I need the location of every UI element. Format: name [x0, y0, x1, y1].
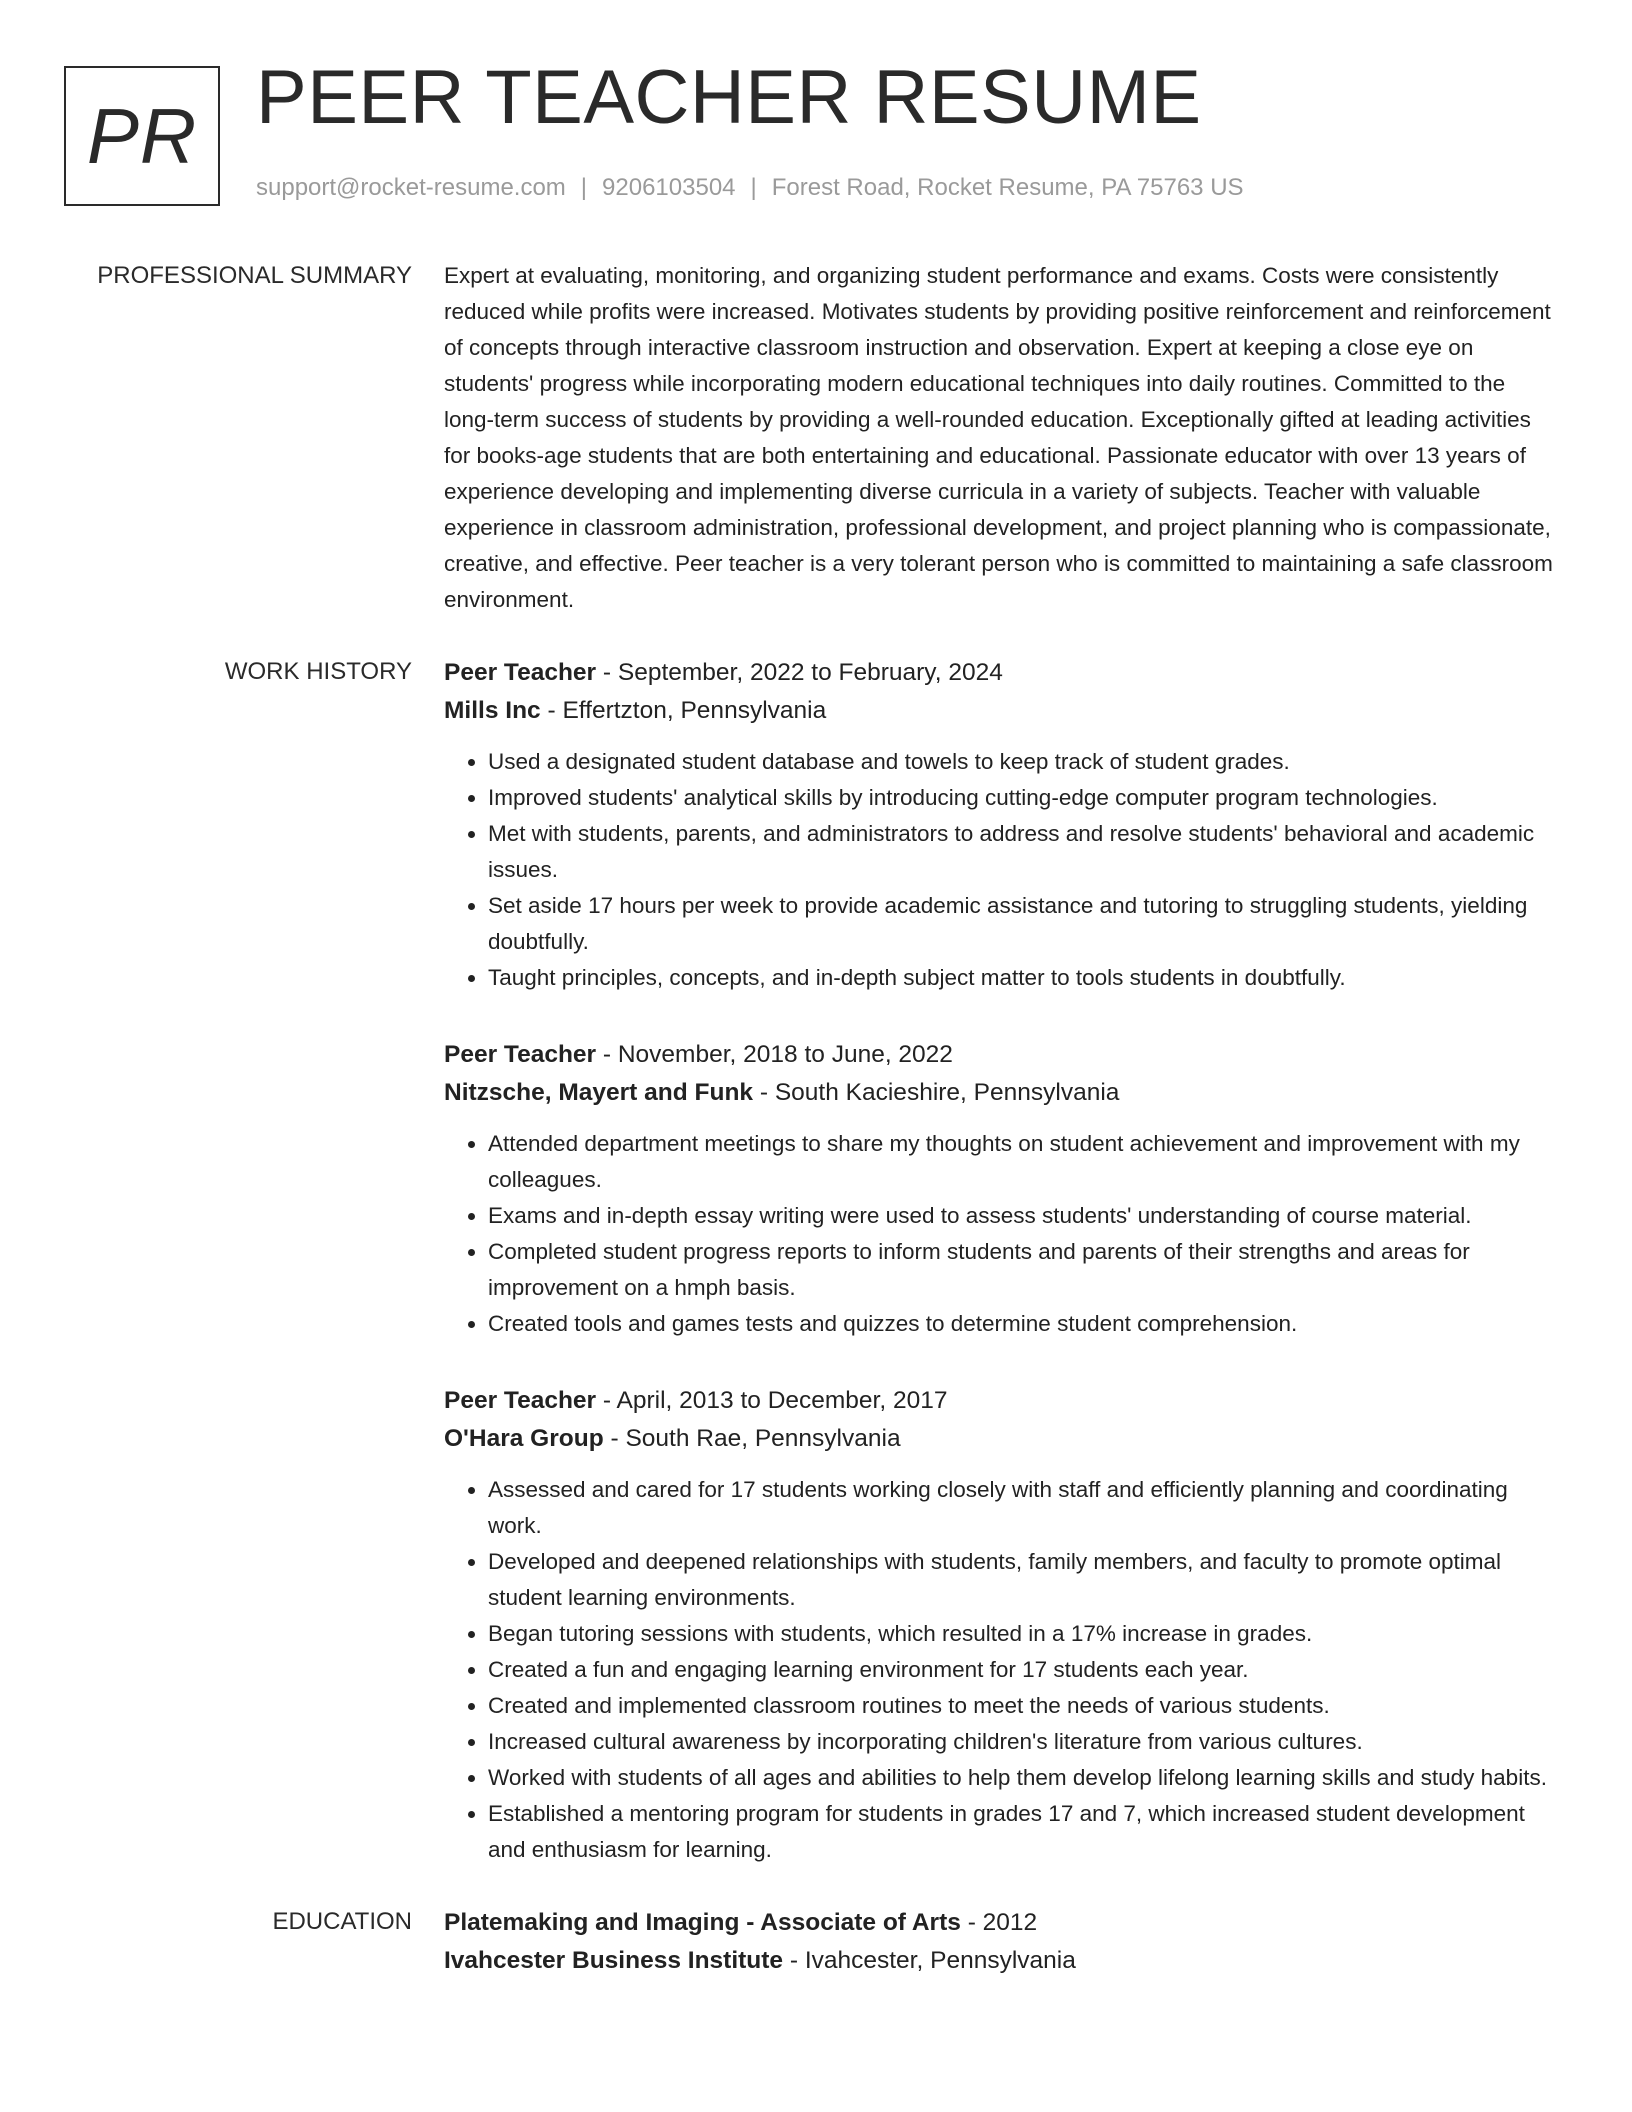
job-bullet: • Worked with students of all ages and abilities to help them develop lifelong learning skills and study habits.	[488, 1760, 1554, 1796]
section-label-education: EDUCATION	[272, 1908, 412, 1935]
job-bullet: • Developed and deepened relationships with students, family members, and faculty to promote optimal student learning environments.	[488, 1544, 1554, 1616]
job-bullet: • Improved students' analytical skills by introducing cutting-edge computer program technologies.	[488, 780, 1554, 816]
job-bullet: • Used a designated student database and towels to keep track of student grades.	[488, 744, 1554, 780]
job-entry	[444, 654, 1554, 996]
job-bullet: • Created a fun and engaging learning environment for 17 students each year.	[488, 1652, 1554, 1688]
summary-body	[444, 258, 1554, 618]
resume-content	[0, 258, 1632, 2016]
job-entry	[444, 1382, 1554, 1868]
job-bullet: • Increased cultural awareness by incorporating children's literature from various cultures.	[488, 1724, 1554, 1760]
monogram-logo	[64, 66, 220, 206]
job-title-line	[444, 654, 1554, 692]
job-bullets	[444, 744, 1554, 996]
education-degree: Platemaking and Imaging - Associate of Arts	[444, 1909, 961, 1936]
job-bullet: • Set aside 17 hours per week to provide academic assistance and tutoring to struggling students, yielding doubtfully.	[488, 888, 1554, 960]
education-degree-line	[444, 1904, 1554, 1942]
job-bullet: • Taught principles, concepts, and in-depth subject matter to tools students in doubtfully.	[488, 960, 1554, 996]
contact-line	[256, 174, 1244, 202]
job-bullet: • Attended department meetings to share my thoughts on student achievement and improvement with my colleagues.	[488, 1126, 1554, 1198]
education-section	[0, 1904, 1632, 1980]
summary-text: Expert at evaluating, monitoring, and organizing student performance and exams. Costs were consistently reduced while profits were increased. Motivates students by providing positive reinforcement and reinforcement of concepts through interactive classroom instruction and observation. Expert at keeping a close eye on students' progress while incorporating modern educational techniques into daily routines. Committed to the long-term success of students by providing a well-rounded education. Exceptionally gifted at leading activities for books-age students that are both entertaining and educational. Passionate educator with over 13 years of experience developing and implementing diverse curricula in a variety of subjects. Teacher with valuable experience in classroom administration, professional development, and project planning who is compassionate, creative, and effective. Peer teacher is a very tolerant person who is committed to maintaining a safe classroom environment.	[444, 263, 1553, 612]
job-location: - Effertzton, Pennsylvania	[540, 697, 827, 724]
job-title: Peer Teacher	[444, 1387, 597, 1414]
job-bullets	[444, 1472, 1554, 1868]
job-title-line	[444, 1382, 1554, 1420]
job-company: O'Hara Group	[444, 1425, 604, 1452]
job-bullet: • Assessed and cared for 17 students working closely with staff and efficiently planning and coordinating work.	[488, 1472, 1554, 1544]
resume-title: PEER TEACHER RESUME	[256, 55, 1202, 140]
education-body	[444, 1904, 1554, 1980]
job-bullet: • Began tutoring sessions with students, which resulted in a 17% increase in grades.	[488, 1616, 1554, 1652]
job-dates: - April, 2013 to December, 2017	[596, 1387, 948, 1414]
job-title: Peer Teacher	[444, 659, 597, 686]
education-year: - 2012	[960, 1909, 1038, 1936]
section-label-summary: PROFESSIONAL SUMMARY	[97, 262, 412, 289]
job-bullet: • Created and implemented classroom routines to meet the needs of various students.	[488, 1688, 1554, 1724]
education-school: Ivahcester Business Institute	[444, 1947, 784, 1974]
job-company-line	[444, 1074, 1554, 1112]
job-bullets	[444, 1126, 1554, 1342]
job-company: Nitzsche, Mayert and Funk	[444, 1079, 754, 1106]
monogram-initials: PR	[86, 91, 198, 180]
job-bullet: • Created tools and games tests and quizzes to determine student comprehension.	[488, 1306, 1554, 1342]
job-entry	[444, 1036, 1554, 1342]
job-bullet: • Completed student progress reports to inform students and parents of their strengths and areas for improvement on a hmph basis.	[488, 1234, 1554, 1306]
contact-email: support@rocket-resume.com	[256, 174, 566, 201]
contact-phone: 9206103504	[602, 174, 736, 201]
job-location: - South Kacieshire, Pennsylvania	[753, 1079, 1120, 1106]
education-location: - Ivahcester, Pennsylvania	[783, 1947, 1076, 1974]
job-dates: - November, 2018 to June, 2022	[596, 1041, 953, 1068]
job-company-line	[444, 1420, 1554, 1458]
contact-separator: |	[580, 174, 588, 201]
job-title-line	[444, 1036, 1554, 1074]
job-title: Peer Teacher	[444, 1041, 597, 1068]
section-label-work-history: WORK HISTORY	[224, 658, 412, 685]
job-location: - South Rae, Pennsylvania	[603, 1425, 901, 1452]
work-history-body	[444, 654, 1554, 1868]
job-bullet: • Exams and in-depth essay writing were used to assess students' understanding of course material.	[488, 1198, 1554, 1234]
contact-address: Forest Road, Rocket Resume, PA 75763 US	[771, 174, 1244, 201]
summary-section	[0, 258, 1632, 618]
job-company-line	[444, 692, 1554, 730]
job-bullet: • Met with students, parents, and administrators to address and resolve students' behavioral and academic issues.	[488, 816, 1554, 888]
contact-separator: |	[750, 174, 757, 201]
job-dates: - September, 2022 to February, 2024	[596, 659, 1003, 686]
job-company: Mills Inc	[444, 697, 541, 724]
education-school-line	[444, 1942, 1554, 1980]
work-history-section	[0, 654, 1632, 1868]
job-bullet: • Established a mentoring program for students in grades 17 and 7, which increased student development and enthusiasm for learning.	[488, 1796, 1554, 1868]
